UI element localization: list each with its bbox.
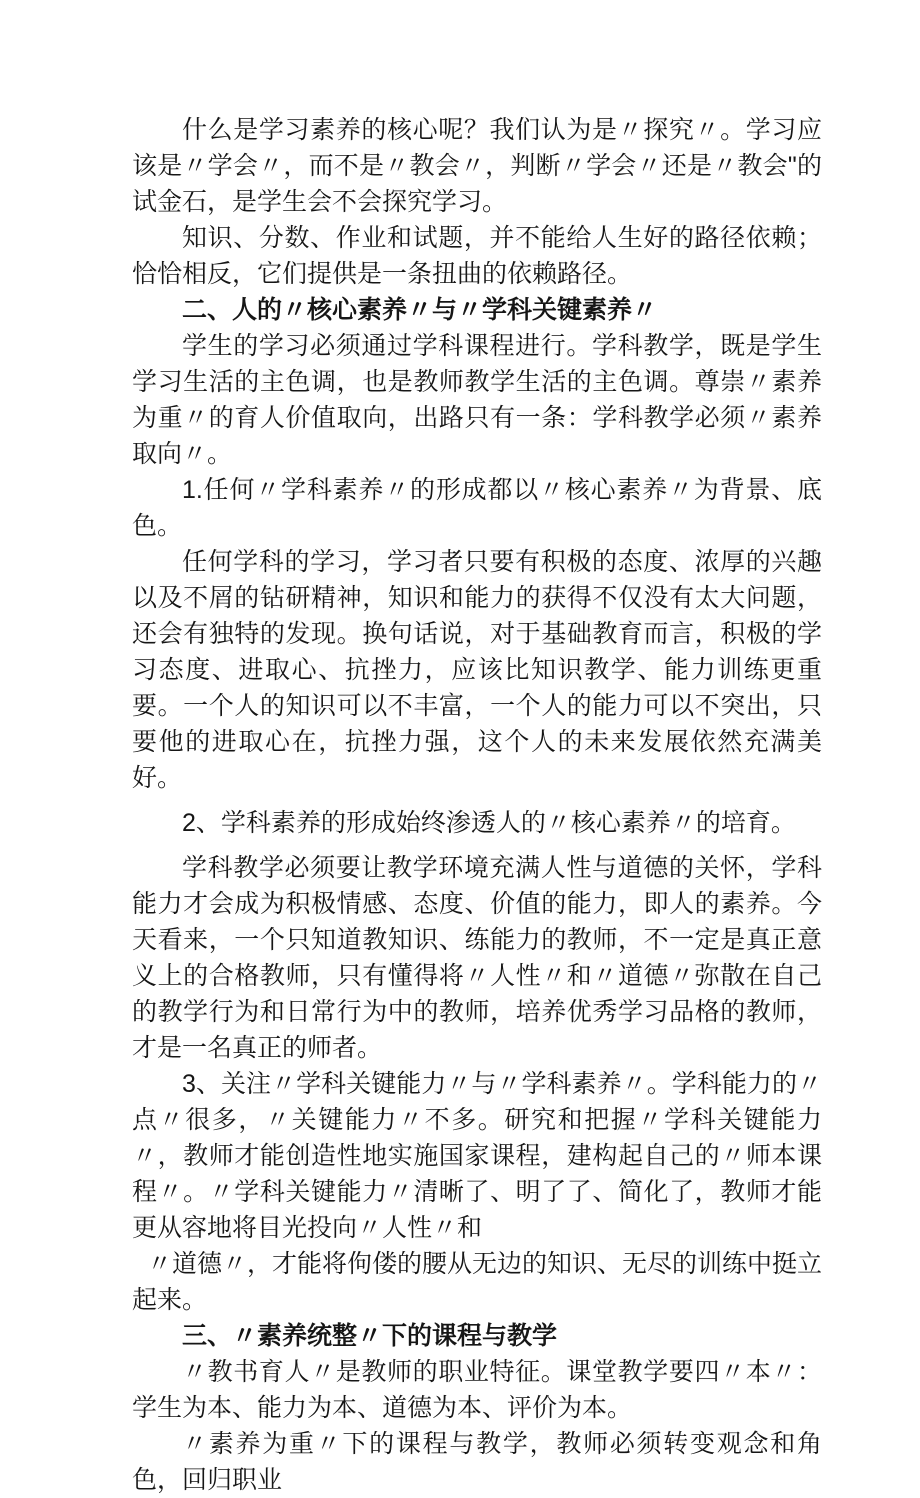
paragraph: 学生的学习必须通过学科课程进行。学科教学，既是学生学习生活的主色调，也是教师教学生活的主色调。尊崇〃素养为重〃的育人价值取向，出路只有一条：学科教学必须〃素养取向〃。 <box>132 332 822 468</box>
paragraph: 知识、分数、作业和试题，并不能给人生好的路径依赖；恰恰相反，它们提供是一条扭曲的依赖路径。 <box>132 224 822 288</box>
section-heading: 二、人的〃核心素养〃与〃学科关键素养〃 <box>182 296 658 324</box>
paragraph: 〃道德〃，才能将佝偻的腰从无边的知识、无尽的训练中挺立起来。 <box>132 1250 823 1314</box>
paragraph: 〃教书育人〃是教师的职业特征。课堂教学要四〃本〃：学生为本、能力为本、道德为本、评价为本。 <box>132 1358 822 1422</box>
paragraph: 3、关注〃学科关键能力〃与〃学科素养〃。学科能力的〃点〃很多，〃关键能力〃不多。研究和把握〃学科关键能力〃，教师才能创造性地实施国家课程，建构起自己的〃师本课程〃。〃学科关键能力〃清晰了、明了了、简化了，教师才能更从容地将目光投向〃人性〃和 <box>132 1070 822 1242</box>
document-content <box>132 112 822 1498</box>
paragraph: 学科教学必须要让教学环境充满人性与道德的关怀，学科能力才会成为积极情感、态度、价值的能力，即人的素养。今天看来，一个只知道教知识、练能力的教师，不一定是真正意义上的合格教师，只有懂得将〃人性〃和〃道德〃弥散在自己的教学行为和日常行为中的教师，培养优秀学习品格的教师，才是一名真正的师者。 <box>132 854 822 1062</box>
paragraph: 〃素养为重〃下的课程与教学，教师必须转变观念和角色，回归职业 <box>132 1430 822 1494</box>
paragraph: 任何学科的学习，学习者只要有积极的态度、浓厚的兴趣以及不屑的钻研精神，知识和能力的获得不仅没有太大问题，还会有独特的发现。换句话说，对于基础教育而言，积极的学习态度、进取心、抗挫力，应该比知识教学、能力训练更重要。一个人的知识可以不丰富，一个人的能力可以不突出，只要他的进取心在，抗挫力强，这个人的未来发展依然充满美好。 <box>132 548 822 792</box>
paragraph: 2、学科素养的形成始终渗透人的〃核心素养〃的培育。 <box>182 809 796 837</box>
paragraph: 1.任何〃学科素养〃的形成都以〃核心素养〃为背景、底色。 <box>132 476 822 540</box>
section-heading: 三、〃素养统整〃下的课程与教学 <box>182 1322 558 1350</box>
paragraph: 什么是学习素养的核心呢？我们认为是〃探究〃。学习应该是〃学会〃，而不是〃教会〃，判断〃学会〃还是〃教会"的试金石，是学生会不会探究学习。 <box>132 116 822 216</box>
